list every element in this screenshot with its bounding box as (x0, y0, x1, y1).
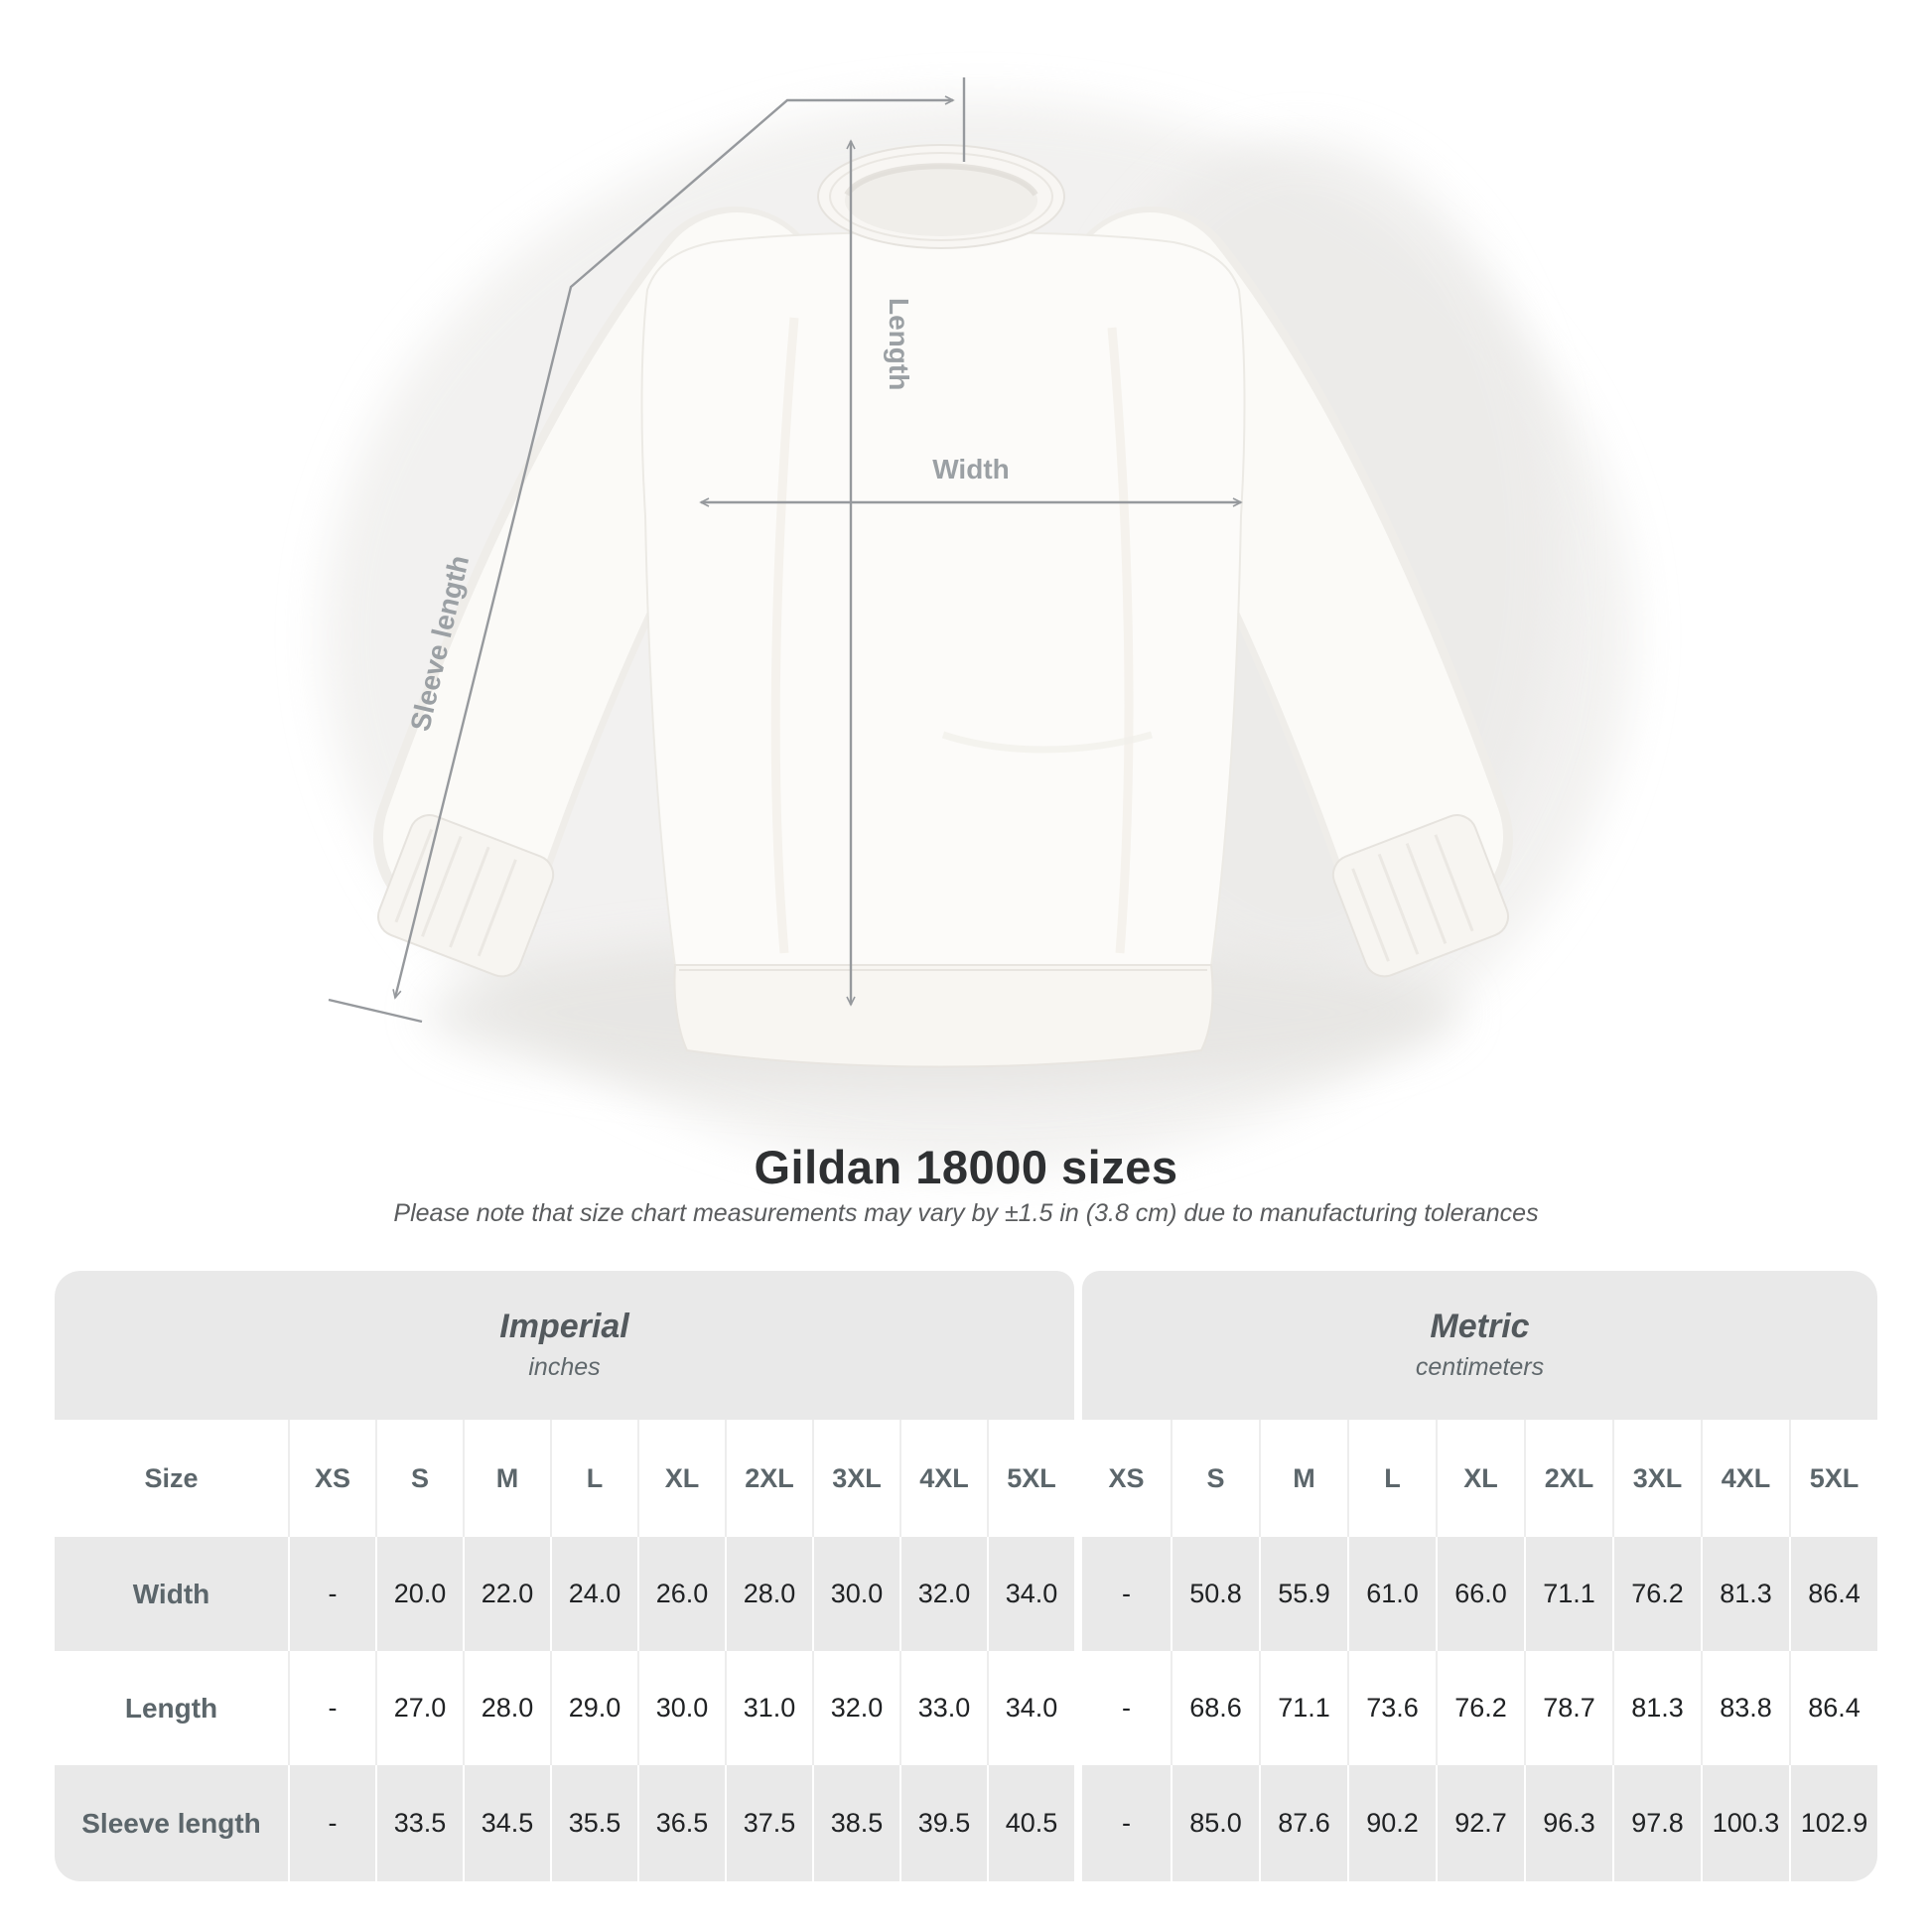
length-metric-2xl: 78.7 (1524, 1651, 1612, 1765)
unit-group-header (55, 1271, 1877, 1420)
size-header-imperial-xs: XS (288, 1420, 375, 1537)
length-imperial-xs: - (288, 1651, 375, 1765)
size-column-header: Size (144, 1462, 199, 1493)
size-header-metric-5xl: 5XL (1789, 1420, 1877, 1537)
length-imperial-4xl: 33.0 (899, 1651, 987, 1765)
length-row (55, 1651, 1877, 1765)
sleeve-length-row (55, 1765, 1877, 1881)
length-metric-s: 68.6 (1171, 1651, 1259, 1765)
width-metric-l: 61.0 (1347, 1537, 1436, 1651)
size-header-imperial-s: S (375, 1420, 463, 1537)
length-metric-l: 73.6 (1347, 1651, 1436, 1765)
sleeve-imperial-5xl: 40.5 (987, 1765, 1074, 1881)
metric-group-unit: centimeters (1415, 1353, 1545, 1381)
length-metric-5xl: 86.4 (1789, 1651, 1877, 1765)
width-imperial-4xl: 32.0 (899, 1537, 987, 1651)
hem-band (675, 965, 1213, 1067)
length-imperial-3xl: 32.0 (812, 1651, 899, 1765)
metric-group-title: Metric (1430, 1308, 1530, 1345)
sleeve-imperial-4xl: 39.5 (899, 1765, 987, 1881)
width-imperial-xs: - (288, 1537, 375, 1651)
size-header-imperial-l: L (550, 1420, 637, 1537)
sleeve-length-row-label: Sleeve length (81, 1807, 261, 1839)
size-header-metric-m: M (1259, 1420, 1347, 1537)
group-divider (1074, 1271, 1082, 1420)
sleeve-end-tick (329, 1000, 422, 1022)
imperial-group-title: Imperial (499, 1308, 629, 1345)
size-header-row (55, 1420, 1877, 1537)
sleeve-metric-3xl: 97.8 (1612, 1765, 1701, 1881)
sleeve-imperial-xs: - (288, 1765, 375, 1881)
size-header-metric-l: L (1347, 1420, 1436, 1537)
length-metric-3xl: 81.3 (1612, 1651, 1701, 1765)
sleeve-imperial-3xl: 38.5 (812, 1765, 899, 1881)
sweatshirt-body (642, 232, 1245, 982)
column-gap (1074, 1765, 1082, 1881)
metric-group-header (1082, 1271, 1877, 1420)
width-row-label: Width (132, 1578, 210, 1609)
collar (818, 145, 1064, 248)
width-imperial-m: 22.0 (463, 1537, 550, 1651)
length-imperial-xl: 30.0 (637, 1651, 725, 1765)
size-header-metric-xl: XL (1436, 1420, 1524, 1537)
width-imperial-s: 20.0 (375, 1537, 463, 1651)
sleeve-metric-l: 90.2 (1347, 1765, 1436, 1881)
sleeve-metric-m: 87.6 (1259, 1765, 1347, 1881)
sleeve-imperial-xl: 36.5 (637, 1765, 725, 1881)
width-metric-2xl: 71.1 (1524, 1537, 1612, 1651)
size-header-imperial-m: M (463, 1420, 550, 1537)
sleeve-metric-5xl: 102.9 (1789, 1765, 1877, 1881)
page-title: Gildan 18000 sizes (754, 1141, 1178, 1193)
sleeve-metric-xs: - (1122, 1808, 1131, 1838)
length-metric-4xl: 83.8 (1701, 1651, 1789, 1765)
length-imperial-l: 29.0 (550, 1651, 637, 1765)
width-metric-s: 50.8 (1171, 1537, 1259, 1651)
width-imperial-5xl: 34.0 (987, 1537, 1074, 1651)
length-imperial-2xl: 31.0 (725, 1651, 812, 1765)
width-metric-xl: 66.0 (1436, 1537, 1524, 1651)
length-metric-xl: 76.2 (1436, 1651, 1524, 1765)
size-header-metric-3xl: 3XL (1612, 1420, 1701, 1537)
size-table (55, 1271, 1877, 1881)
size-header-imperial-xl: XL (637, 1420, 725, 1537)
length-metric-xs: - (1122, 1693, 1131, 1723)
sleeve-metric-s: 85.0 (1171, 1765, 1259, 1881)
column-gap (1074, 1651, 1082, 1765)
length-imperial-s: 27.0 (375, 1651, 463, 1765)
sleeve-metric-xl: 92.7 (1436, 1765, 1524, 1881)
width-row (55, 1537, 1877, 1651)
column-gap (1074, 1420, 1082, 1537)
size-header-imperial-3xl: 3XL (812, 1420, 899, 1537)
sleeve-imperial-s: 33.5 (375, 1765, 463, 1881)
width-imperial-2xl: 28.0 (725, 1537, 812, 1651)
size-header-metric-s: S (1171, 1420, 1259, 1537)
width-metric-3xl: 76.2 (1612, 1537, 1701, 1651)
sleeve-imperial-l: 35.5 (550, 1765, 637, 1881)
tolerance-note: Please note that size chart measurements may vary by ±1.5 in (3.8 cm) due to manufacturing tolerances (393, 1199, 1539, 1227)
size-header-imperial-2xl: 2XL (725, 1420, 812, 1537)
width-metric-5xl: 86.4 (1789, 1537, 1877, 1651)
width-imperial-xl: 26.0 (637, 1537, 725, 1651)
width-metric-m: 55.9 (1259, 1537, 1347, 1651)
size-header-imperial-4xl: 4XL (899, 1420, 987, 1537)
size-header-imperial-5xl: 5XL (987, 1420, 1074, 1537)
width-label: Width (932, 454, 1010, 484)
sleeve-imperial-2xl: 37.5 (725, 1765, 812, 1881)
length-imperial-m: 28.0 (463, 1651, 550, 1765)
size-header-metric-2xl: 2XL (1524, 1420, 1612, 1537)
size-header-metric-xs: XS (1108, 1462, 1145, 1493)
width-metric-xs: - (1122, 1579, 1131, 1608)
width-imperial-3xl: 30.0 (812, 1537, 899, 1651)
imperial-group-header (55, 1271, 1074, 1420)
sleeve-length-label: Sleeve length (404, 552, 476, 735)
imperial-group-unit: inches (528, 1353, 601, 1381)
column-gap (1074, 1537, 1082, 1651)
width-metric-4xl: 81.3 (1701, 1537, 1789, 1651)
length-imperial-5xl: 34.0 (987, 1651, 1074, 1765)
size-header-metric-4xl: 4XL (1701, 1420, 1789, 1537)
length-label: Length (884, 298, 914, 391)
sleeve-metric-4xl: 100.3 (1701, 1765, 1789, 1881)
length-metric-m: 71.1 (1259, 1651, 1347, 1765)
sleeve-metric-2xl: 96.3 (1524, 1765, 1612, 1881)
sleeve-imperial-m: 34.5 (463, 1765, 550, 1881)
length-row-label: Length (124, 1692, 218, 1724)
width-imperial-l: 24.0 (550, 1537, 637, 1651)
